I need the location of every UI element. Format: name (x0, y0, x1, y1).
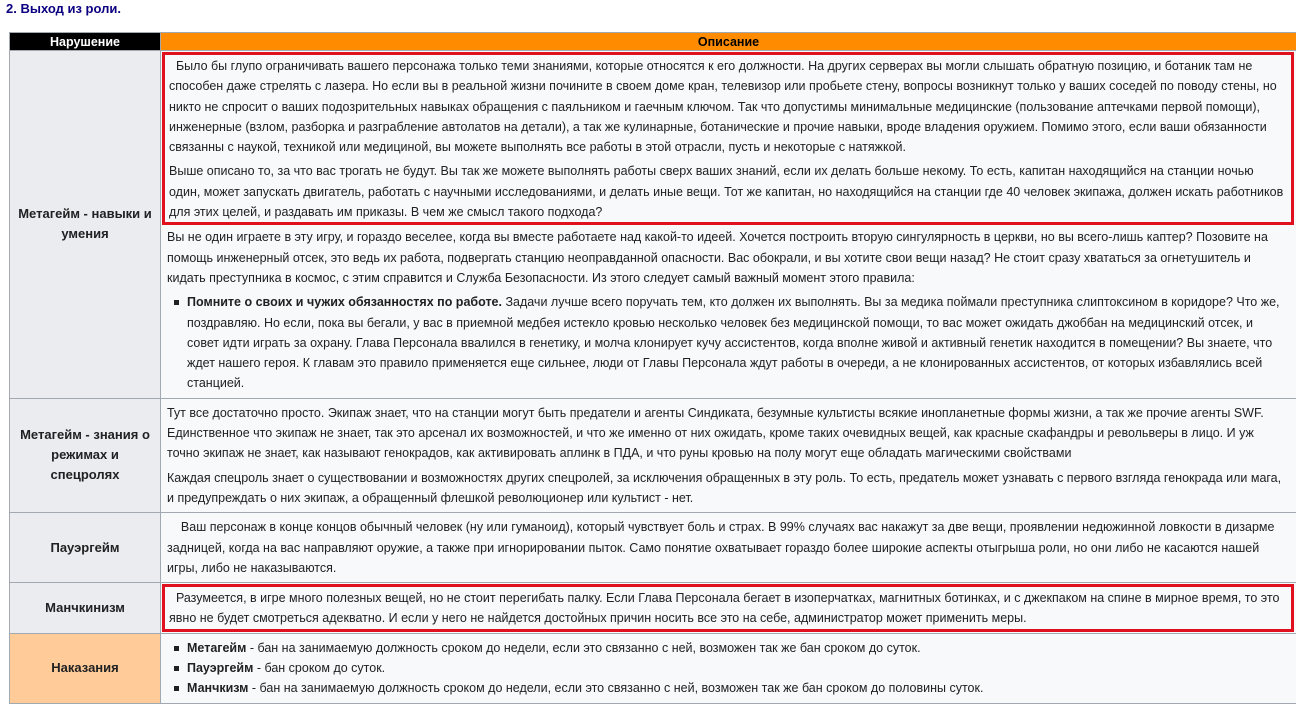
table-row (10, 51, 1296, 399)
table-row (10, 583, 1296, 634)
bullet-bold: Помните о своих и чужих обязанностях по работе. (187, 295, 502, 309)
list-item (187, 292, 1288, 393)
paragraph (167, 517, 1288, 578)
rule-description-powergame (161, 513, 1296, 583)
table-header-row (10, 33, 1296, 51)
paragraph: Вы не один играете в эту игру, и гораздо веселее, когда вы вместе работаете над какой-то идеей. Хочется построить вторую сингулярность в церкви, но вы всего-лишь каптер? Позовите на помощь инженерный отсек, это ведь их работа, подвергать станцию неоправданной опасности. Вас обокрали, и вы хотите свои вещи назад? Не стоит сразу хвататься за огнетушитель и кидать преступника в космос, с этим справится и Служба Безопасности. Из этого следует самый важный момент этого правила: (167, 227, 1288, 288)
rule-name-munchkin: Манчкинизм (10, 583, 161, 634)
table-row (10, 633, 1296, 703)
rule-name-punishments: Наказания (10, 633, 161, 703)
bullet-text: - бан на занимаемую должность сроком до недели, если это связанно с ней, возможен так же бан сроком до половины суток. (248, 681, 983, 695)
rule-description-punishments (161, 633, 1296, 703)
rule-name-powergame: Пауэргейм (10, 513, 161, 583)
rule-description-modes (161, 398, 1296, 512)
rule-description-skills (161, 51, 1296, 399)
table-row (10, 398, 1296, 512)
paragraph (169, 56, 1285, 157)
list-item (187, 678, 1288, 698)
rule-description-munchkin (161, 583, 1296, 634)
rules-table (9, 32, 1296, 704)
highlight-box (162, 584, 1294, 632)
paragraph: Каждая спецроль знает о существовании и возможностях других спецролей, за исключения обращенных в эту роль. То есть, предатель может узнавать с первого взгляда генокрада или мага, и предупреждать о них экипаж, а обращенный флешкой революционер или культист - нет. (167, 468, 1288, 509)
bullet-bold: Манчкизм (187, 681, 248, 695)
paragraph-text: Разумеется, в игре много полезных вещей, но не стоит перегибать палку. Если Глава Персонала бегает в изоперчатках, магнитных ботинках, и с джекпаком на спине в мирное время, то это явно не будет смотреться адекватно. И если у него не найдется достойных причин носить все это на себе, администратор может применить меры. (169, 591, 1279, 625)
list-item (187, 638, 1288, 658)
paragraph: Выше описано то, за что вас трогать не будут. Вы так же можете выполнять работы сверх ваших знаний, если их делать больше некому. То есть, капитан находящийся на станции ночью один, может запускать двигатель, работать с научными исследованиями, и делать иные вещи. Тот же капитан, но находящийся на станции где 40 человек экипажа, должен искать работников для этих целей, и раздавать им приказы. В чем же смысл такого подхода? (169, 161, 1285, 222)
column-header-description: Описание (161, 33, 1296, 51)
list-item (187, 658, 1288, 678)
paragraph-text: Было бы глупо ограничивать вашего персонажа только теми знаниями, которые относятся к его должности. На других серверах вы могли слышать обратную позицию, и ботаник там не способен даже стрелять с лазера. Но если вы в реальной жизни почините в своем доме кран, телевизор или пробьете стену, вопросы возникнут только у ваших соседей по поводу стены, но никто не спросит о ваших подозрительных навыках обращения с паяльником и гаечным ключом. Так что допустимы минимальные медицинские (пользование аптечками первой помощи), инженерные (взлом, разборка и разграбление автолатов на детали), а так же кулинарные, ботанические и прочие навыки, вроде владения оружием. Помимо этого, если ваши обязанности связанны с наукой, техникой или медициной, вы можете выполнять все работы в этой отрасли, пусть и некоторые с натяжкой. (169, 59, 1277, 154)
section-heading: 2. Выход из роли. (6, 1, 121, 16)
paragraph: Тут все достаточно просто. Экипаж знает, что на станции могут быть предатели и агенты Синдиката, безумные культисты всякие инопланетные формы жизни, а так же прочие агенты SWF. Единственное что экипаж не знает, так это арсенал их возможностей, и что же именно от них ожидать, кроме таких очевидных вещей, как красные скафандры и револьверы в лицо. И уж точно экипаж не знает, как называют генокрадов, как активировать аплинк в ПДА, и что руны кровью на полу могут еще обладать магическими свойствами (167, 403, 1288, 464)
column-header-violation: Нарушение (10, 33, 161, 51)
highlight-box (162, 52, 1294, 225)
paragraph (169, 588, 1285, 629)
paragraph-text: Ваш персонаж в конце концов обычный человек (ну или гуманоид), который чувствует боль и страх. В 99% случаях вас накажут за две вещи, проявлении недюжинной ловкости в дизарме задницей, когда на вас направляют оружие, а также при игнорировании пыток. Само понятие охватывает гораздо более широкие аспекты отыгрыша роли, но они либо не касаются нашей игры, либо не наказываются. (167, 520, 1274, 575)
bullet-list (167, 292, 1288, 393)
bullet-text: - бан на занимаемую должность сроком до недели, если это связанно с ней, возможен так же бан сроком до суток. (246, 641, 920, 655)
bullet-text: - бан сроком до суток. (253, 661, 385, 675)
rule-name-skills: Метагейм - навыки и умения (10, 51, 161, 399)
bullet-list (167, 638, 1288, 699)
bullet-text: Задачи лучше всего поручать тем, кто должен их выполнять. Вы за медика поймали преступника слиптоксином в коридоре? Что же, поздравляю. Но если, пока вы бегали, у вас в приемной медбея истекло кровью несколько человек без медицинской помощи, то вас может ожидать джоббан на медицинский отсек, и совет идти играть за охрану. Глава Персонала ввалился в генетику, и молча клонирует кучу ассистентов, когда вполне живой и активный генетик находится в помещении? Вы знаете, что ждет нашего героя. К главам это правило применяется еще сильнее, люди от Главы Персонала ждут работы в очереди, а не клонированных ассистентов, от которых избавлялись всей станцией. (187, 295, 1280, 390)
bullet-bold: Метагейм (187, 641, 246, 655)
table-row (10, 513, 1296, 583)
bullet-bold: Пауэргейм (187, 661, 253, 675)
rule-name-modes: Метагейм - знания о режимах и спецролях (10, 398, 161, 512)
